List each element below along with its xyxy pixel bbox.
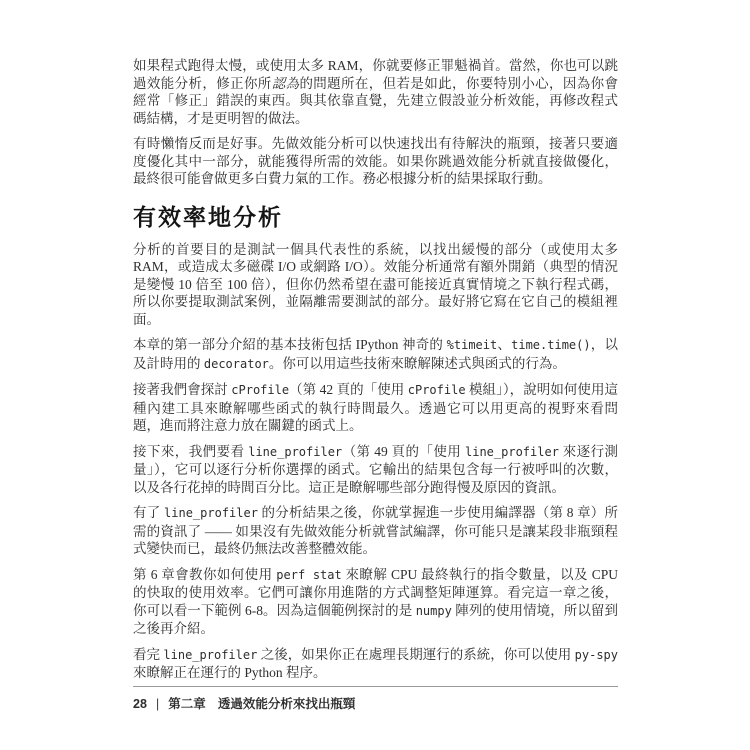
text-segment: 分析的首要目的是測試一個具代表性的系統，以找出緩慢的部分（或使用太多 RAM，或造成太多磁碟 I/O 或網路 I/O）。效能分析通常有額外開銷（典型的情況是變慢 10 倍至 100 倍），但你仍然希望在盡可能接近真實情境之下執行程式碼，所以你要提取測試案例，並隔離需要測試的部分。最好將它寫在它自己的模組裡面。 (133, 241, 618, 327)
text-segment: 來瞭解正在運行的 Python 程序。 (133, 665, 327, 680)
text-segment: 有了 (133, 505, 165, 520)
paragraph (133, 336, 618, 373)
text-segment: （第 42 頁的「使用 (289, 382, 408, 397)
footer-divider (133, 686, 618, 687)
text-segment: 接下來，我們要看 (133, 443, 249, 459)
page-number: 28 (133, 697, 147, 711)
inline-code: py-spy (574, 647, 619, 662)
inline-code: perf stat (276, 567, 342, 582)
text-segment: 的分析結果之後，你就掌握進一步使用編譯器（第 8 章）所需的資訊了 —— 如果沒有先做效能分析就嘗試編譯，你可能只是讓某段非瓶頸程式變快而已，最終仍無法改善整體效能。 (133, 505, 619, 556)
inline-code: cProfile (231, 383, 290, 397)
text-segment: 之後，如果你正在處理長期運行的系統，你可以使用 (257, 646, 575, 662)
inline-code: numpy (415, 603, 452, 618)
text-segment: 。你可以用這些技術來瞭解陳述式與函式的行為。 (268, 355, 566, 371)
inline-code: %timeit (446, 338, 498, 352)
emphasis-text: 認為 (271, 75, 300, 91)
text-segment: 有時懶惰反而是好事。先做效能分析可以快速找出有待解決的瓶頸，接著只要適度優化其中一部分，就能獲得所需的效能。如果你跳過效能分析就直接做優化，最終很可能會做更多白費力氣的工作。務必根據分析的結果採取行動。 (133, 136, 618, 186)
paragraph (133, 566, 618, 638)
text-segment: 第 6 章會教你如何使用 (133, 566, 277, 582)
paragraph (133, 443, 618, 497)
paragraph (133, 57, 618, 127)
inline-code: line_profiler (248, 444, 343, 459)
text-segment: ，以及計時用的 (133, 337, 618, 371)
inline-code: line_profiler (465, 444, 559, 459)
inline-code: cProfile (407, 383, 466, 397)
text-segment: 看完 (133, 646, 164, 662)
text-segment: （第 49 頁的「使用 (342, 443, 465, 459)
chapter-label: 第二章 (168, 697, 206, 711)
paragraph (133, 135, 618, 188)
inline-code: time.time() (511, 338, 591, 352)
text-segment: 模組」），說明如何使用這種內建工具來瞭解哪些函式的執行時間最久。透過它可以用更高的視野來看問題，進而將注意力放在關鍵的函式上。 (133, 382, 619, 433)
paragraph (133, 381, 618, 435)
text-segment: 來瞭解 CPU 最終執行的指令數量，以及 CPU 的快取的使用效率。它們可讓你用進階的方式調整矩陣運算。看完這一章之後，你可以看一下範例 6-8。因為這個範例探討的是 (133, 566, 618, 618)
paragraph (133, 504, 618, 558)
text-segment: 來逐行測量」），它可以逐行分析你選擇的函式。它輸出的結果包含每一行被呼叫的次數，以及各行花掉的時間百分比。這正是瞭解哪些部分跑得慢及原因的資訊。 (133, 443, 619, 495)
text-segment: 陣列的使用情境，所以留到之後再介紹。 (133, 602, 618, 636)
inline-code: decorator (203, 356, 269, 371)
inline-code: line_profiler (163, 647, 258, 662)
text-segment: 接著我們會探討 (133, 382, 232, 397)
text-segment: 、 (497, 337, 512, 352)
text-segment: 本章的第一部分介紹的基本技術包括 IPython 神奇的 (133, 337, 447, 352)
paragraph (133, 646, 618, 682)
inline-code: line_profiler (164, 506, 258, 520)
chapter-title: 透過效能分析來找出瓶頸 (217, 697, 356, 711)
page-content (133, 57, 618, 690)
page-footer (133, 694, 355, 712)
section-heading: 有效率地分析 (133, 203, 283, 230)
footer-separator: | (155, 696, 160, 711)
text-segment: 如果程式跑得太慢，或使用太多 RAM，你就要修正罪魁禍首。當然，你也可以跳過效能分析，修正你所 (133, 58, 618, 91)
paragraph (133, 241, 618, 329)
text-segment: 的問題所在，但若是如此，你要特別小心，因為你會經常「修正」錯誤的東西。與其依靠直覺，先建立假設並分析效能，再修改程式碼結構，才是更明智的做法。 (133, 75, 619, 126)
